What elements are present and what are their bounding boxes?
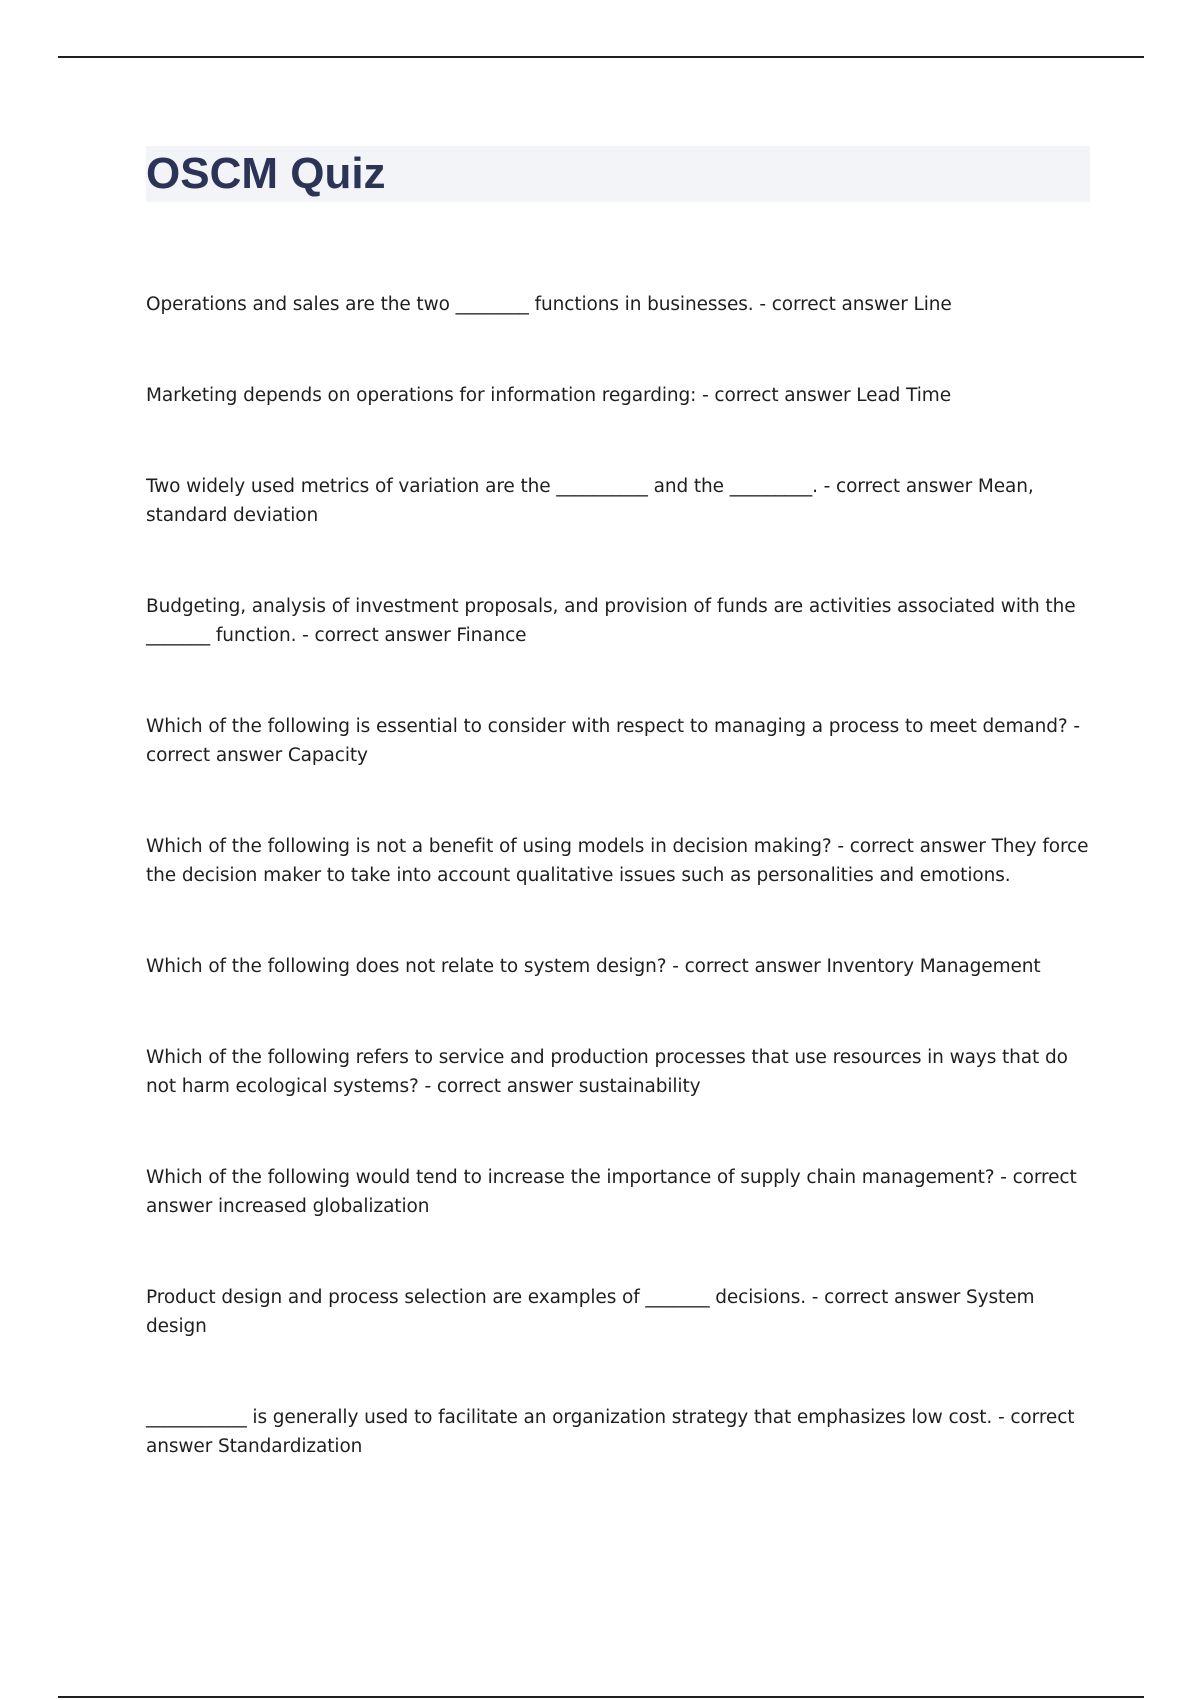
question-item-11: ___________ is generally used to facilitate an organization strategy that emphasizes low cost. - correct answer Standardization [146,1407,1075,1457]
question-item-2: Marketing depends on operations for information regarding: - correct answer Lead Time [146,385,951,406]
question-item-10: Product design and process selection are examples of _______ decisions. - correct answer System design [146,1287,1035,1337]
question-item-3: Two widely used metrics of variation are the __________ and the _________. - correct answer Mean, standard deviation [146,476,1034,526]
footer-divider [58,1696,1144,1698]
page-title: OSCM Quiz [146,149,386,198]
question-item-5: Which of the following is essential to consider with respect to managing a process to meet demand? - correct answer Capacity [146,716,1080,766]
question-item-8: Which of the following refers to service and production processes that use resources in ways that do not harm ecological systems? - correct answer sustainability [146,1047,1068,1097]
question-item-1: Operations and sales are the two ________ functions in businesses. - correct answer Line [146,294,952,315]
header-divider [58,56,1144,58]
question-item-4: Budgeting, analysis of investment proposals, and provision of funds are activities associated with the _______ function. - correct answer Finance [146,596,1076,646]
question-item-7: Which of the following does not relate to system design? - correct answer Inventory Management [146,956,1041,977]
question-item-9: Which of the following would tend to increase the importance of supply chain management? - correct answer increased globalization [146,1167,1077,1217]
question-list [146,290,1090,1461]
title-banner [146,146,1090,202]
question-item-6: Which of the following is not a benefit of using models in decision making? - correct answer They force the decision maker to take into account qualitative issues such as personalities and emotions. [146,836,1089,886]
